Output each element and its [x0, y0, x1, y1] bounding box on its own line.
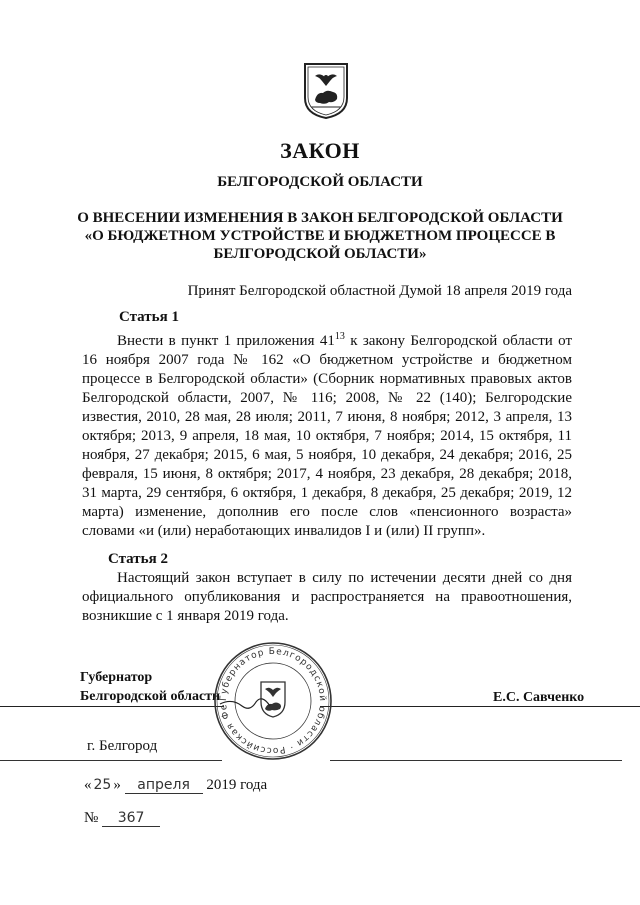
- date-year: 2019 года: [206, 777, 268, 793]
- official-seal-stamp: [212, 640, 334, 762]
- footer-rule: [330, 760, 622, 761]
- city-label: г. Белгород: [87, 738, 158, 754]
- adoption-note: Принят Белгородской областной Думой 18 апреля 2019 года: [187, 283, 572, 299]
- article-1-superscript: 13: [334, 331, 345, 342]
- date-month-handwritten: апреля: [125, 777, 203, 794]
- law-heading-line: О ВНЕСЕНИИ ИЗМЕНЕНИЯ В ЗАКОН БЕЛГОРОДСКОЙ ОБЛАСТИ: [77, 210, 563, 226]
- signing-date: [84, 777, 267, 794]
- article-1-title: Статья 1: [119, 309, 179, 325]
- signatory-name: Е.С. Савченко: [493, 690, 585, 705]
- article-1-body: [82, 327, 572, 541]
- coat-of-arms-icon: [303, 62, 349, 120]
- seal-text: Губернатор Белгородской области · Российская Фе: [218, 646, 328, 756]
- svg-text:Губернатор Белгородской област: [212, 640, 327, 755]
- law-heading: [60, 209, 580, 263]
- date-open-quote: «: [84, 777, 92, 793]
- signature-rule: [0, 706, 224, 707]
- signature-rule: [320, 706, 640, 707]
- article-2-title: Статья 2: [108, 551, 168, 567]
- law-heading-line: БЕЛГОРОДСКОЙ ОБЛАСТИ»: [213, 246, 427, 262]
- number-value-handwritten: 367: [102, 810, 160, 827]
- date-day-handwritten: 25: [93, 777, 112, 793]
- footer-rule: [0, 760, 222, 761]
- document-subtitle: БЕЛГОРОДСКОЙ ОБЛАСТИ: [217, 174, 423, 190]
- position-line-1: Губернатор: [80, 670, 153, 685]
- law-heading-line: «О БЮДЖЕТНОМ УСТРОЙСТВЕ И БЮДЖЕТНОМ ПРОЦЕССЕ В: [84, 228, 556, 244]
- number-label: №: [84, 810, 99, 826]
- article-2-body: Настоящий закон вступает в силу по истечении десяти дней со дня официального опубликования и распространяется на правоотношения, возникшие с 1 января 2019 года.: [82, 570, 572, 624]
- law-number: [84, 810, 160, 827]
- document-title: ЗАКОН: [280, 138, 360, 163]
- article-1-text-rest: к закону Белгородской области от 16 ноября 2007 года № 162 «О бюджетном устройстве и бюджетном процессе в Белгородской области» (Сборник нормативных правовых актов Белгородской области, 2007, № 116; 2008, № 22 (140); Белгородские известия, 2010, 28 мая, 28 июля; 2011, 7 июня, 8 ноября; 2012, 3 апреля, 13 октября; 2013, 9 апреля, 18 мая, 10 октября, 7 ноября; 2014, 15 октября, 11 ноября, 27 декабря; 2015, 6 мая, 5 ноября, 10 декабря, 24 декабря; 2016, 25 февраля, 15 июня, 8 октября; 2017, 4 ноября, 23 декабря, 28 декабря; 2018, 31 марта, 29 сентября, 6 октября, 1 декабря, 8 декабря, 25 декабря; 2019, 12 марта) изменение, дополнив его после слов «пенсионного возраста» словами «и (или) неработающих инвалидов I и (или) II групп».: [82, 333, 572, 539]
- position-line-2: Белгородской области: [80, 689, 221, 704]
- signatory-position: [80, 668, 220, 706]
- date-close-quote: »: [113, 777, 121, 793]
- article-1-text-start: Внести в пункт 1 приложения 41: [117, 333, 335, 349]
